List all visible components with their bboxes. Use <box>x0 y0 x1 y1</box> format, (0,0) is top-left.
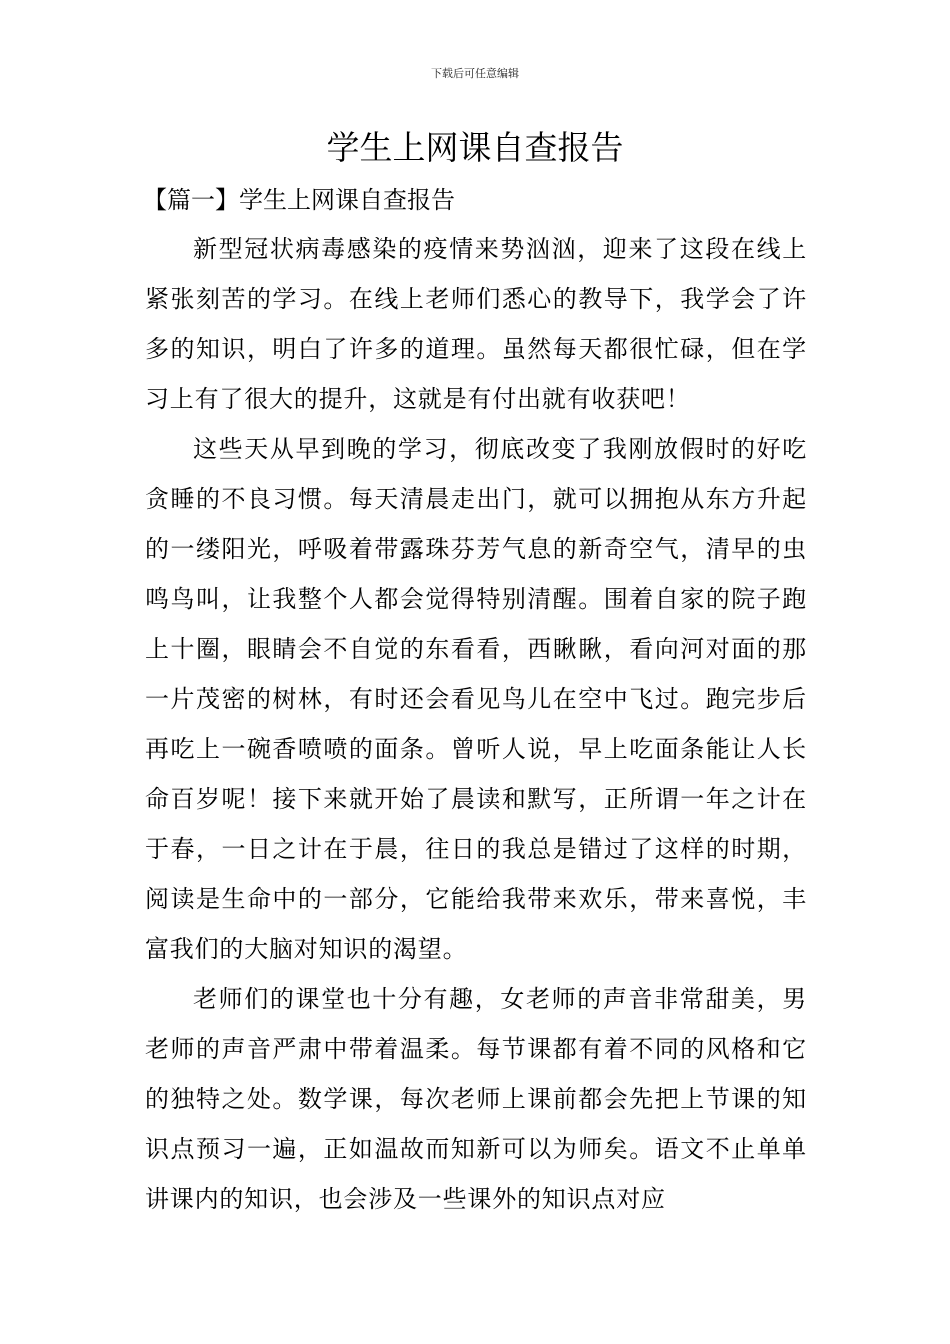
paragraph: 这些天从早到晚的学习，彻底改变了我刚放假时的好吃贪睡的不良习惯。每天清晨走出门，就可以拥抱从东方升起的一缕阳光，呼吸着带露珠芬芳气息的新奇空气，清早的虫鸣鸟叫，让我整个人都会觉得特别清醒。围着自家的院子跑上十圈，眼睛会不自觉的东看看，西瞅瞅，看向河对面的那一片茂密的树林，有时还会看见鸟儿在空中飞过。跑完步后再吃上一碗香喷喷的面条。曾听人说，早上吃面条能让人长命百岁呢！接下来就开始了晨读和默写，正所谓一年之计在于春，一日之计在于晨，往日的我总是错过了这样的时期，阅读是生命中的一部分，它能给我带来欢乐，带来喜悦，丰富我们的大脑对知识的渴望。 <box>145 435 807 963</box>
section-heading: 【篇一】学生上网课自查报告 <box>143 186 455 214</box>
paragraph: 新型冠状病毒感染的疫情来势汹汹，迎来了这段在线上紧张刻苦的学习。在线上老师们悉心的教导下，我学会了许多的知识，明白了许多的道理。虽然每天都很忙碌，但在学习上有了很大的提升，这就是有付出就有收获吧！ <box>145 235 807 413</box>
document-title: 学生上网课自查报告 <box>326 128 624 167</box>
header-note: 下载后可任意编辑 <box>431 67 519 80</box>
body-text <box>145 224 807 1224</box>
paragraph: 老师们的课堂也十分有趣，女老师的声音非常甜美，男老师的声音严肃中带着温柔。每节课都有着不同的风格和它的独特之处。数学课，每次老师上课前都会先把上节课的知识点预习一遍，正如温故而知新可以为师矣。语文不止单单讲课内的知识，也会涉及一些课外的知识点对应 <box>145 985 807 1213</box>
